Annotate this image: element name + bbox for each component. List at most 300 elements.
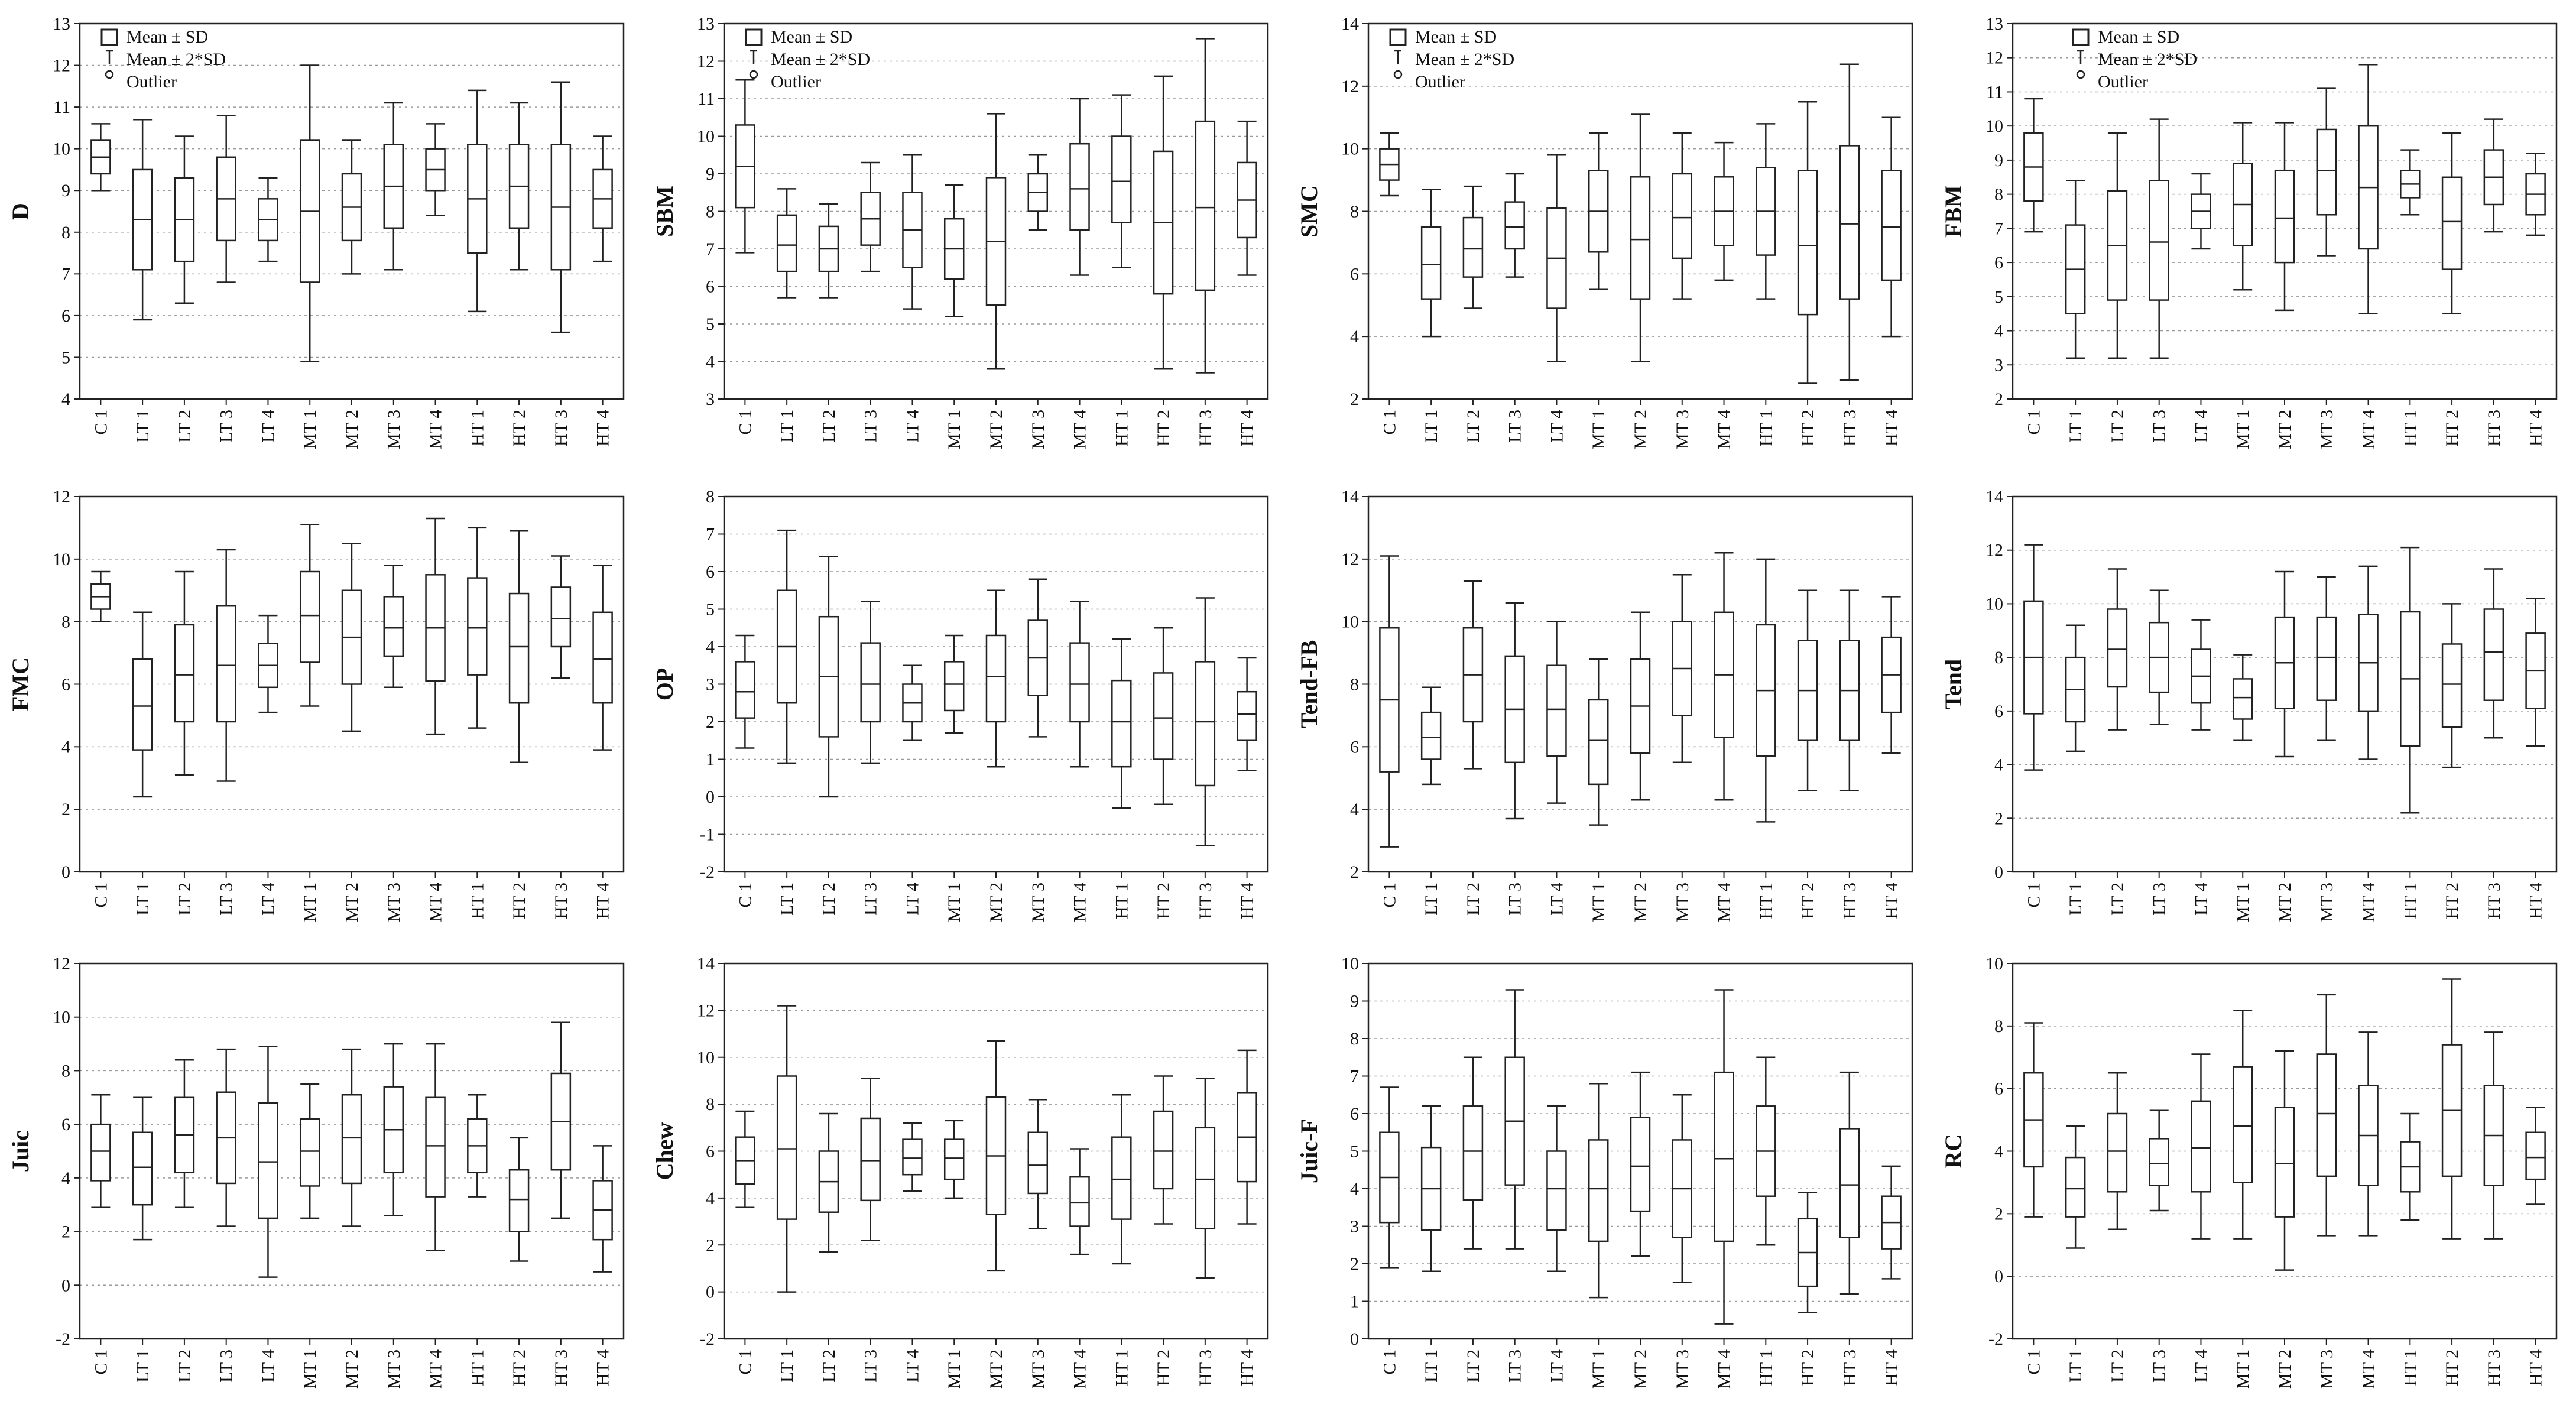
x-tick-label: HT 4 (1237, 883, 1257, 919)
x-tick-label: MT 3 (1672, 883, 1692, 922)
box-sd (945, 1140, 963, 1179)
y-tick-label: 6 (61, 674, 70, 695)
x-tick-label: MT 4 (426, 1349, 446, 1389)
x-tick-label: LT 2 (1463, 1349, 1483, 1383)
y-tick-label: 0 (706, 787, 715, 807)
x-tick-label: LT 3 (1505, 1349, 1525, 1383)
x-tick-label: HT 2 (1154, 1349, 1174, 1386)
y-tick-label: 12 (53, 487, 70, 507)
y-axis-label: Juic-F (1296, 1119, 1322, 1183)
chart-panel-8 (1940, 487, 2556, 922)
x-tick-label: HT 3 (2484, 1349, 2504, 1386)
x-tick-label: HT 1 (2400, 1349, 2421, 1386)
x-tick-label: HT 3 (551, 883, 571, 919)
x-tick-label: LT 3 (861, 1349, 881, 1383)
x-tick-label: LT 2 (1463, 883, 1483, 916)
y-tick-label: 12 (1985, 48, 2003, 68)
y-tick-label: 8 (1350, 674, 1359, 695)
y-tick-label: 9 (1350, 991, 1359, 1011)
x-tick-label: MT 2 (2275, 883, 2295, 922)
outlier-circle-icon (750, 71, 757, 78)
y-axis-label: SBM (651, 186, 678, 237)
y-tick-label: 10 (697, 126, 715, 147)
y-tick-label: 0 (1994, 862, 2003, 882)
box-sd (2066, 1157, 2085, 1217)
box-icon (1390, 30, 1406, 45)
y-tick-label: 6 (1994, 701, 2003, 721)
y-tick-label: 14 (1341, 14, 1359, 34)
y-tick-label: 8 (1350, 202, 1359, 222)
box-sd (1464, 1106, 1482, 1200)
box-sd (551, 587, 570, 647)
x-tick-label: MT 4 (1070, 1349, 1090, 1389)
x-tick-label: C 1 (2024, 410, 2044, 435)
x-tick-label: MT 1 (945, 410, 965, 449)
x-tick-label: LT 2 (2107, 1349, 2127, 1383)
outlier-circle-icon (2077, 71, 2084, 78)
x-tick-label: HT 3 (2484, 410, 2504, 446)
x-tick-label: MT 3 (1028, 883, 1048, 922)
x-tick-label: MT 1 (1589, 410, 1609, 449)
y-tick-label: 10 (53, 1007, 70, 1027)
y-tick-label: 10 (1985, 954, 2003, 974)
x-tick-label: MT 2 (1631, 1349, 1650, 1389)
x-tick-label: HT 4 (593, 410, 613, 446)
x-tick-label: LT 1 (1422, 410, 1442, 443)
y-tick-label: 2 (706, 1235, 715, 1255)
outlier-circle-icon (106, 71, 113, 78)
x-tick-label: LT 2 (819, 883, 839, 916)
x-tick-label: HT 1 (1112, 883, 1132, 919)
y-tick-label: 0 (61, 1276, 70, 1296)
y-tick-label: 4 (1350, 1179, 1359, 1199)
x-tick-label: MT 2 (1631, 410, 1650, 449)
x-tick-label: C 1 (1380, 410, 1400, 435)
x-tick-label: MT 3 (384, 1349, 404, 1389)
box-sd (2442, 177, 2461, 270)
x-tick-label: LT 2 (174, 883, 194, 916)
x-tick-label: HT 4 (1881, 410, 1902, 446)
y-tick-label: 13 (53, 14, 70, 34)
box-sd (987, 635, 1005, 722)
y-tick-label: 2 (61, 1222, 70, 1242)
legend-label: Mean ± SD (2098, 27, 2180, 47)
x-tick-label: MT 3 (2317, 1349, 2337, 1389)
box-sd (1070, 643, 1089, 722)
x-tick-label: LT 4 (903, 883, 923, 916)
x-tick-label: HT 1 (2400, 883, 2421, 919)
x-tick-label: MT 2 (342, 1349, 362, 1389)
box-sd (133, 659, 152, 750)
box-sd (1589, 1140, 1608, 1241)
y-tick-label: 11 (53, 98, 70, 118)
x-tick-label: LT 3 (2149, 883, 2169, 916)
y-tick-label: 4 (1350, 327, 1359, 347)
x-tick-label: LT 3 (216, 1349, 236, 1383)
box-sd (1798, 171, 1817, 314)
y-tick-label: 8 (706, 202, 715, 222)
box-sd (2442, 644, 2461, 727)
box-sd (1070, 1177, 1089, 1226)
box-sd (1422, 227, 1441, 299)
y-tick-label: 0 (1994, 1267, 2003, 1287)
x-tick-label: HT 4 (1881, 1349, 1902, 1386)
x-tick-label: HT 1 (1112, 1349, 1132, 1386)
x-tick-label: HT 3 (1195, 1349, 1215, 1386)
box-sd (1464, 218, 1482, 277)
box-sd (2191, 1101, 2210, 1192)
legend (102, 27, 226, 92)
y-tick-label: 12 (1341, 549, 1359, 569)
x-tick-label: LT 1 (133, 1349, 153, 1383)
x-tick-label: LT 1 (2066, 883, 2086, 916)
x-tick-label: MT 4 (1070, 883, 1090, 922)
x-tick-label: LT 1 (777, 883, 797, 916)
x-tick-label: HT 4 (593, 1349, 613, 1386)
box-sd (1547, 1151, 1566, 1230)
chart-panel-12 (1940, 954, 2556, 1389)
x-tick-label: HT 3 (551, 410, 571, 446)
y-tick-label: 9 (1994, 150, 2003, 170)
outlier-circle-icon (1394, 71, 1401, 78)
y-axis-label: RC (1940, 1134, 1967, 1169)
y-tick-label: 3 (1350, 1216, 1359, 1237)
box-sd (1882, 171, 1901, 280)
y-tick-label: 2 (1994, 809, 2003, 829)
y-tick-label: 9 (706, 164, 715, 184)
box-sd (777, 215, 796, 271)
x-tick-label: MT 4 (426, 883, 446, 922)
y-tick-label: -2 (700, 1329, 715, 1349)
y-tick-label: 4 (1350, 800, 1359, 820)
box-sd (1029, 1133, 1047, 1193)
y-tick-label: 2 (706, 712, 715, 732)
box-sd (1112, 1137, 1131, 1219)
box-sd (1673, 174, 1692, 258)
x-tick-label: LT 2 (819, 1349, 839, 1383)
y-tick-label: 14 (1985, 487, 2003, 507)
chart-panel-7 (1296, 487, 1912, 922)
box-sd (2233, 1067, 2252, 1183)
x-tick-label: LT 2 (2107, 410, 2127, 443)
box-sd (1840, 145, 1859, 299)
box-sd (1238, 692, 1257, 741)
y-tick-label: 2 (1350, 1254, 1359, 1274)
x-tick-label: MT 3 (1672, 410, 1692, 449)
x-tick-label: HT 2 (1154, 410, 1174, 446)
x-tick-label: C 1 (91, 1349, 111, 1375)
box-icon (746, 30, 761, 45)
y-tick-label: 4 (706, 352, 715, 372)
x-tick-label: LT 4 (2191, 883, 2211, 916)
y-tick-label: 2 (1350, 390, 1359, 409)
x-tick-label: MT 4 (1714, 883, 1734, 922)
box-sd (300, 572, 319, 662)
x-tick-label: HT 3 (1195, 883, 1215, 919)
box-sd (384, 596, 403, 656)
x-tick-label: MT 4 (1714, 1349, 1734, 1389)
y-axis-label: FMC (7, 657, 34, 712)
x-tick-label: HT 3 (1195, 410, 1215, 446)
x-tick-label: LT 4 (258, 883, 278, 916)
y-tick-label: 2 (1350, 862, 1359, 882)
x-tick-label: MT 2 (987, 883, 1006, 922)
y-tick-label: 6 (61, 1115, 70, 1135)
y-tick-label: 10 (1341, 139, 1359, 159)
x-tick-label: MT 2 (1631, 883, 1650, 922)
x-tick-label: LT 1 (777, 1349, 797, 1383)
y-tick-label: -2 (56, 1329, 70, 1349)
y-tick-label: 6 (706, 277, 715, 297)
y-tick-label: 5 (706, 314, 715, 334)
box-sd (1112, 680, 1131, 767)
x-tick-label: LT 1 (2066, 1349, 2086, 1383)
x-tick-label: MT 2 (342, 410, 362, 449)
box-sd (2275, 1107, 2294, 1216)
y-tick-label: 10 (53, 549, 70, 569)
x-tick-label: C 1 (1380, 1349, 1400, 1375)
box-sd (426, 1098, 445, 1197)
x-tick-label: C 1 (91, 410, 111, 435)
x-tick-label: LT 1 (133, 410, 153, 443)
x-tick-label: MT 1 (1589, 883, 1609, 922)
legend-label: Outlier (771, 72, 821, 92)
chart-panel-6 (651, 487, 1268, 922)
x-tick-label: LT 1 (2066, 410, 2086, 443)
x-tick-label: HT 2 (1154, 883, 1174, 919)
box-sd (1631, 177, 1650, 299)
x-tick-label: LT 3 (861, 410, 881, 443)
y-tick-label: 12 (697, 1001, 715, 1021)
y-tick-label: 7 (1994, 219, 2003, 239)
x-tick-label: HT 4 (1237, 1349, 1257, 1386)
legend-label: Mean ± 2*SD (126, 50, 226, 69)
x-tick-label: HT 3 (551, 1349, 571, 1386)
box-sd (2484, 609, 2503, 700)
y-tick-label: 10 (1341, 612, 1359, 632)
y-axis-label: Tend-FB (1296, 640, 1322, 729)
x-tick-label: LT 3 (1505, 410, 1525, 443)
box-sd (903, 1140, 922, 1175)
chart-panel-4 (1940, 14, 2556, 449)
box-sd (1422, 712, 1441, 759)
y-tick-label: 7 (61, 264, 70, 284)
x-tick-label: MT 4 (1070, 410, 1090, 449)
y-tick-label: 12 (1341, 76, 1359, 96)
box-sd (1840, 1128, 1859, 1237)
chart-panel-3 (1296, 14, 1912, 449)
box-sd (2317, 1054, 2336, 1176)
x-tick-label: MT 1 (300, 883, 320, 922)
x-tick-label: MT 1 (2233, 883, 2253, 922)
y-tick-label: 1 (706, 750, 715, 770)
y-tick-label: 4 (706, 1188, 715, 1208)
y-tick-label: 4 (61, 737, 70, 757)
x-tick-label: HT 4 (2526, 1349, 2546, 1386)
y-tick-label: 1 (1350, 1292, 1359, 1312)
y-tick-label: 8 (1994, 1016, 2003, 1036)
x-tick-label: HT 2 (510, 1349, 530, 1386)
y-tick-label: 8 (61, 612, 70, 632)
y-tick-label: -1 (700, 825, 715, 845)
x-tick-label: HT 4 (593, 883, 613, 919)
y-tick-label: 4 (1994, 321, 2003, 341)
box-sd (735, 661, 754, 718)
x-tick-label: HT 1 (1112, 410, 1132, 446)
box-sd (2150, 1138, 2169, 1185)
x-tick-label: HT 1 (1756, 410, 1776, 446)
x-tick-label: LT 4 (2191, 410, 2211, 443)
legend-label: Outlier (2098, 72, 2148, 92)
y-tick-label: -2 (1988, 1329, 2003, 1349)
x-tick-label: HT 4 (2526, 410, 2546, 446)
x-tick-label: LT 2 (2107, 883, 2127, 916)
box-sd (593, 612, 612, 703)
x-tick-label: MT 4 (2358, 410, 2379, 449)
y-tick-label: 11 (697, 89, 715, 109)
y-tick-label: 9 (61, 181, 70, 201)
x-tick-label: LT 2 (174, 1349, 194, 1383)
chart-panel-11 (1296, 954, 1912, 1389)
y-tick-label: 8 (1994, 648, 2003, 668)
x-tick-label: LT 4 (1547, 883, 1567, 916)
y-tick-label: 10 (697, 1047, 715, 1068)
box-sd (945, 661, 963, 711)
box-sd (1631, 1117, 1650, 1211)
y-axis-label: FBM (1940, 185, 1967, 238)
y-tick-label: 12 (697, 51, 715, 72)
x-tick-label: MT 3 (384, 883, 404, 922)
y-tick-label: 0 (706, 1282, 715, 1302)
y-tick-label: 2 (1994, 1204, 2003, 1224)
x-tick-label: LT 1 (133, 883, 153, 916)
box-sd (1196, 1128, 1215, 1229)
y-tick-label: 8 (706, 487, 715, 507)
y-tick-label: 6 (1350, 1104, 1359, 1124)
box-sd (342, 1095, 361, 1183)
y-tick-label: 4 (61, 1168, 70, 1188)
legend-label: Outlier (126, 72, 177, 92)
y-tick-label: 4 (1994, 755, 2003, 775)
legend (2073, 27, 2197, 92)
box-sd (91, 1124, 110, 1180)
x-tick-label: MT 3 (384, 410, 404, 449)
y-tick-label: 10 (53, 139, 70, 159)
legend (1390, 27, 1514, 92)
x-tick-label: LT 4 (903, 410, 923, 443)
x-tick-label: C 1 (2024, 1349, 2044, 1375)
box-sd (2233, 679, 2252, 719)
y-tick-label: 12 (53, 954, 70, 974)
x-tick-label: LT 3 (861, 883, 881, 916)
y-axis-label: Chew (651, 1122, 678, 1180)
y-tick-label: 2 (61, 800, 70, 820)
box-sd (861, 1118, 880, 1201)
box-sd (258, 1103, 277, 1218)
x-tick-label: MT 3 (1028, 1349, 1048, 1389)
x-tick-label: MT 1 (945, 883, 965, 922)
box-sd (1070, 144, 1089, 230)
x-tick-label: MT 3 (2317, 883, 2337, 922)
y-tick-label: 6 (1350, 737, 1359, 757)
x-tick-label: LT 2 (1463, 410, 1483, 443)
box-sd (217, 606, 236, 722)
x-tick-label: LT 4 (258, 410, 278, 443)
x-tick-label: MT 2 (2275, 410, 2295, 449)
x-tick-label: MT 4 (2358, 883, 2379, 922)
x-tick-label: MT 4 (2358, 1349, 2379, 1389)
x-tick-label: MT 2 (2275, 1349, 2295, 1389)
y-tick-label: 5 (1350, 1141, 1359, 1162)
y-tick-label: 6 (706, 1141, 715, 1162)
x-tick-label: HT 1 (2400, 410, 2421, 446)
x-tick-label: MT 3 (1672, 1349, 1692, 1389)
chart-panel-10 (651, 954, 1268, 1389)
x-tick-label: C 1 (735, 1349, 755, 1375)
y-tick-label: 4 (61, 390, 70, 409)
x-tick-label: LT 2 (174, 410, 194, 443)
y-axis-label: OP (651, 667, 678, 701)
y-tick-label: 3 (1994, 355, 2003, 375)
legend-label: Mean ± 2*SD (2098, 50, 2198, 69)
x-tick-label: LT 1 (777, 410, 797, 443)
y-tick-label: 13 (1985, 14, 2003, 34)
x-tick-label: LT 3 (2149, 1349, 2169, 1383)
legend-label: Outlier (1415, 72, 1465, 92)
y-tick-label: 6 (1350, 264, 1359, 284)
x-tick-label: C 1 (2024, 883, 2044, 908)
box-sd (300, 1119, 319, 1186)
x-tick-label: HT 1 (468, 410, 488, 446)
x-tick-label: C 1 (735, 883, 755, 908)
box-icon (2073, 30, 2088, 45)
box-sd (510, 1170, 528, 1231)
box-sd (2275, 170, 2294, 262)
y-tick-label: 10 (1985, 116, 2003, 137)
x-tick-label: MT 2 (987, 1349, 1006, 1389)
x-tick-label: MT 3 (1028, 410, 1048, 449)
x-tick-label: MT 1 (2233, 410, 2253, 449)
x-tick-label: HT 2 (1798, 1349, 1818, 1386)
x-tick-label: HT 4 (1237, 410, 1257, 446)
y-tick-label: 3 (706, 674, 715, 695)
x-tick-label: LT 3 (2149, 410, 2169, 443)
legend-label: Mean ± SD (1415, 27, 1497, 47)
x-tick-label: LT 4 (903, 1349, 923, 1383)
box-sd (468, 578, 486, 675)
x-tick-label: HT 2 (2442, 1349, 2463, 1386)
box-sd (175, 625, 194, 722)
y-tick-label: 3 (706, 390, 715, 409)
x-tick-label: HT 3 (1839, 1349, 1860, 1386)
y-tick-label: 7 (1350, 1066, 1359, 1086)
x-tick-label: LT 3 (216, 410, 236, 443)
y-tick-label: 7 (706, 524, 715, 544)
y-tick-label: 11 (1986, 82, 2003, 102)
x-tick-label: HT 2 (1798, 410, 1818, 446)
box-sd (1154, 673, 1173, 759)
x-tick-label: LT 4 (258, 1349, 278, 1383)
x-tick-label: HT 1 (1756, 883, 1776, 919)
box-sd (1589, 700, 1608, 784)
x-tick-label: HT 4 (1881, 883, 1902, 919)
box-sd (1196, 661, 1215, 786)
box-sd (2526, 1133, 2545, 1179)
box-icon (102, 30, 117, 45)
y-axis-label: Tend (1940, 658, 1967, 710)
y-tick-label: 12 (53, 56, 70, 76)
box-sd (133, 1133, 152, 1205)
